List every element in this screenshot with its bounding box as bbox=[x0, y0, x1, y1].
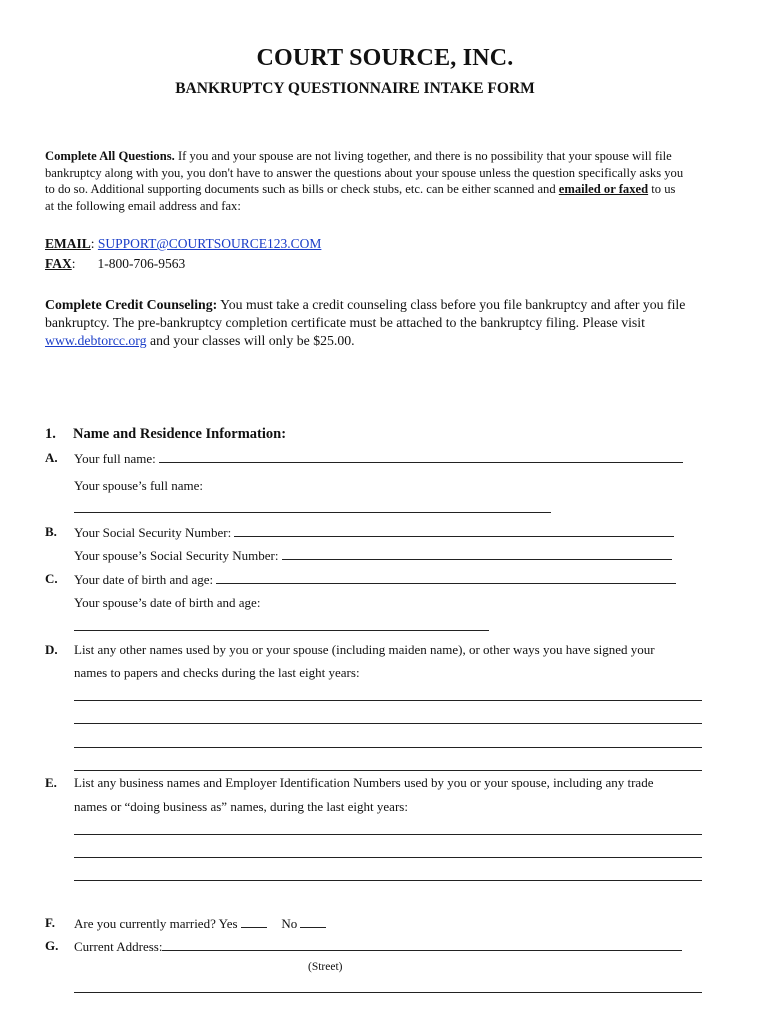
email-link[interactable]: SUPPORT@COURTSOURCE123.COM bbox=[97, 236, 322, 251]
counseling-paragraph bbox=[45, 296, 705, 350]
business-names-field-2[interactable] bbox=[74, 857, 702, 858]
question-d-line2: names to papers and checks during the last eight years: bbox=[74, 665, 360, 680]
counseling-heading: Complete Credit Counseling: bbox=[45, 297, 218, 312]
ssn-label: Your Social Security Number: bbox=[74, 525, 232, 540]
question-e-line2: names or “doing business as” names, during the last eight years: bbox=[74, 799, 408, 814]
married-yes-label: Yes bbox=[218, 916, 238, 931]
instructions-heading: Complete All Questions. bbox=[45, 149, 175, 163]
instructions-text-end: to us at the following email address and fax: bbox=[45, 182, 676, 213]
married-no-label: No bbox=[281, 916, 298, 931]
section-number: 1. bbox=[45, 426, 56, 442]
fax-row: FAX: 1-800-706-9563 bbox=[45, 256, 186, 271]
other-names-field-1[interactable] bbox=[74, 700, 702, 701]
question-c-letter: C. bbox=[45, 571, 58, 586]
married-no-field[interactable] bbox=[300, 915, 326, 928]
question-e-letter: E. bbox=[45, 775, 57, 790]
spouse-dob-label: Your spouse’s date of birth and age: bbox=[74, 595, 261, 610]
form-title: COURT SOURCE, INC. bbox=[256, 45, 514, 71]
other-names-field-4[interactable] bbox=[74, 770, 702, 771]
spouse-ssn-field[interactable] bbox=[282, 547, 672, 560]
dob-field[interactable] bbox=[216, 571, 676, 584]
section-heading bbox=[45, 426, 286, 443]
other-names-field-2[interactable] bbox=[74, 723, 702, 724]
counseling-text-end: and your classes will only be $25.00. bbox=[146, 333, 355, 348]
business-names-field-1[interactable] bbox=[74, 834, 702, 835]
question-g-row bbox=[74, 938, 682, 955]
full-name-field[interactable] bbox=[159, 450, 683, 463]
question-b-letter: B. bbox=[45, 524, 57, 539]
instructions-text: If you and your spouse are not living together, and there is no possibility that your spouse will file bankruptcy along with you, you don't have to answer the questions about your spouse unless the question specifically asks you to do so. Additional supporting documents such as bills or check stubs, etc. can be either scanned and bbox=[45, 149, 684, 196]
counseling-link[interactable]: www.debtorcc.org bbox=[45, 333, 147, 348]
question-b-spouse-row bbox=[74, 547, 672, 564]
instructions-emphasis: emailed or faxed bbox=[558, 182, 649, 196]
address-street-field[interactable] bbox=[162, 938, 682, 951]
instructions-paragraph bbox=[45, 148, 685, 214]
question-a-row bbox=[74, 450, 683, 467]
address-label: Current Address: bbox=[74, 939, 163, 954]
other-names-field-3[interactable] bbox=[74, 747, 702, 748]
question-d-letter: D. bbox=[45, 642, 58, 657]
address-line-2-field[interactable] bbox=[74, 992, 702, 993]
ssn-field[interactable] bbox=[234, 524, 674, 537]
counseling-text: You must take a credit counseling class before you file bankruptcy and after you file bankruptcy. The pre-bankruptcy completion certificate must be attached to the bankruptcy filing. Please visit bbox=[45, 297, 686, 330]
question-f-row bbox=[74, 915, 326, 932]
married-yes-field[interactable] bbox=[241, 915, 267, 928]
question-b-row bbox=[74, 524, 674, 541]
email-label: EMAIL bbox=[45, 236, 91, 251]
form-subtitle: BANKRUPTCY QUESTIONNAIRE INTAKE FORM bbox=[175, 80, 535, 97]
full-name-label: Your full name: bbox=[74, 451, 156, 466]
question-e-line1: List any business names and Employer Identification Numbers used by you or your spouse, including any trade bbox=[74, 775, 654, 790]
question-g-letter: G. bbox=[45, 938, 59, 953]
question-c-row bbox=[74, 571, 676, 588]
dob-label: Your date of birth and age: bbox=[74, 572, 214, 587]
spouse-ssn-label: Your spouse’s Social Security Number: bbox=[74, 548, 279, 563]
married-label: Are you currently married? bbox=[74, 916, 216, 931]
question-f-letter: F. bbox=[45, 915, 55, 930]
question-d-line1: List any other names used by you or your spouse (including maiden name), or other ways you have signed your bbox=[74, 642, 655, 657]
fax-number: 1-800-706-9563 bbox=[97, 256, 186, 271]
email-row: EMAIL: SUPPORT@COURTSOURCE123.COM bbox=[45, 236, 322, 251]
section-title: Name and Residence Information: bbox=[73, 426, 287, 442]
fax-label: FAX bbox=[45, 256, 72, 271]
street-caption: (Street) bbox=[308, 961, 343, 973]
business-names-field-3[interactable] bbox=[74, 880, 702, 881]
spouse-name-field[interactable] bbox=[74, 512, 551, 513]
spouse-dob-field[interactable] bbox=[74, 630, 489, 631]
question-a-letter: A. bbox=[45, 450, 58, 465]
spouse-name-label: Your spouse’s full name: bbox=[74, 478, 204, 493]
